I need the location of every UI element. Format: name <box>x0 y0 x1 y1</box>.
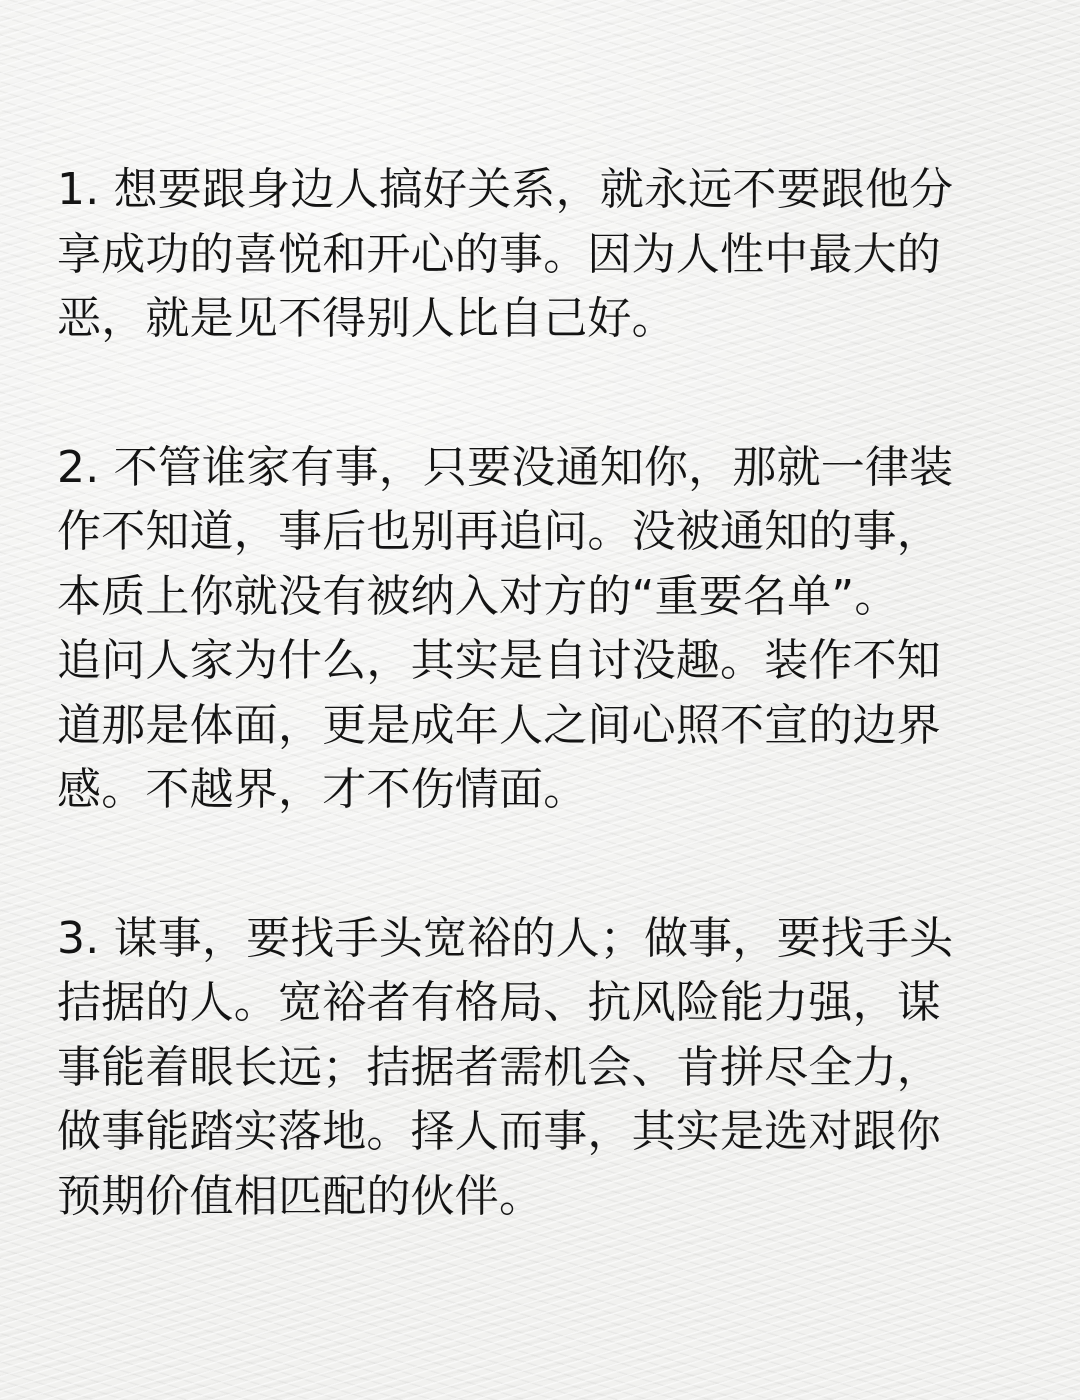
paragraph-line: 事能着眼长远；拮据者需机会、肯拼尽全力， <box>57 1041 941 1093</box>
paragraph-line: 做事能踏实落地。择人而事，其实是选对跟你 <box>57 1106 941 1157</box>
paragraph-line: 本质上你就没有被纳入对方的“重要名单”。 <box>57 570 899 622</box>
paragraph-line: 享成功的喜悦和开心的事。因为人性中最大的 <box>57 228 941 280</box>
note-body <box>57 158 1037 1229</box>
paragraph-1 <box>57 158 1037 352</box>
paragraph-2 <box>57 436 1037 823</box>
paragraph-line: 恶，就是见不得别人比自己好。 <box>57 293 676 344</box>
paragraph-line: 感。不越界，才不伤情面。 <box>57 764 588 815</box>
paragraph-line: 追问人家为什么，其实是自讨没趣。装作不知 <box>57 635 941 686</box>
paragraph-line: 1. 想要跟身边人搞好关系，就永远不要跟他分 <box>57 164 954 215</box>
paragraph-line: 3. 谋事，要找手头宽裕的人；做事，要找手头 <box>57 912 954 964</box>
paragraph-line: 2. 不管谁家有事，只要没通知你，那就一律装 <box>57 441 954 493</box>
paragraph-line: 预期价值相匹配的伙伴。 <box>57 1170 544 1222</box>
paragraph-line: 道那是体面，更是成年人之间心照不宣的边界 <box>57 699 941 751</box>
paragraph-line: 作不知道，事后也别再追问。没被通知的事， <box>57 506 941 557</box>
paragraph-3 <box>57 907 1037 1230</box>
paragraph-line: 拮据的人。宽裕者有格局、抗风险能力强，谋 <box>57 977 941 1028</box>
